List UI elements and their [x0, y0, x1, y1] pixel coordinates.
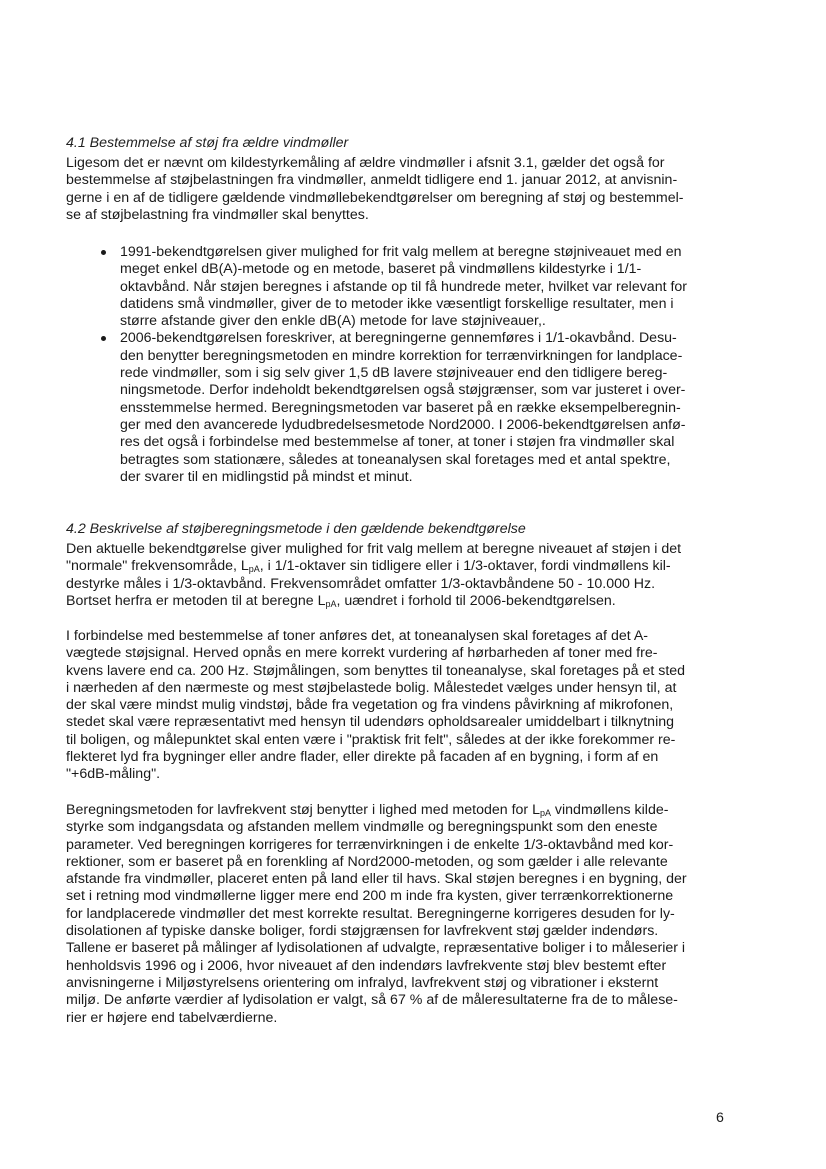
- text-line: Tallene er baseret på målinger af lydisolationen af udvalgte, repræsentative boliger i to måleserier i: [66, 940, 686, 957]
- section-4-1-paragraph: [66, 155, 746, 224]
- text-line: se af støjbelastning fra vindmøller skal benyttes.: [66, 206, 369, 223]
- text-line: meget enkel dB(A)-metode og en metode, baseret på vindmøllens kildestyrke i 1/1-: [120, 261, 642, 278]
- text-line: vægtede støjsignal. Herved opnås en mere korrekt vurdering af hørbarheden af toner med fre-: [66, 645, 658, 662]
- text-line: [66, 558, 746, 575]
- text-line: flekteret lyd fra bygninger eller andre flader, eller direkte på facaden af en bygning, i form af en: [66, 749, 659, 766]
- text-segment: vindmøllens kilde-: [550, 802, 669, 818]
- text-line: "+6dB-måling".: [66, 766, 161, 783]
- text-line: afstande fra vindmøller, placeret enten på land eller til havs. Skal støjen beregnes i en bygning, der: [66, 871, 687, 888]
- text-line: miljø. De anførte værdier af lydisolation er valgt, så 67 % af de måleresultaterne fra de to målese-: [66, 992, 678, 1009]
- bullet-item-2006: [66, 330, 746, 486]
- subscript: pA: [539, 808, 551, 818]
- text-line: oktavbånd. Når støjen beregnes i afstande op til få hundrede meter, hvilket var relevant for: [120, 278, 688, 295]
- text-segment: , uændret i forhold til 2006-bekendtgørelsen.: [336, 592, 616, 609]
- subscript: pA: [248, 564, 260, 575]
- text-line: anvisningerne i Miljøstyrelsens orientering om infralyd, lavfrekvent støj og vibrationer i eksternt: [66, 974, 659, 991]
- text-segment: Bortset herfra er metoden til at beregne L: [66, 592, 326, 609]
- text-line: ensstemmelse hermed. Beregningsmetoden var baseret på en række eksempelberegnin-: [120, 399, 681, 416]
- text-line: kvens lavere end ca. 200 Hz. Støjmålingen, som benyttes til toneanalyse, skal foretages på et sted: [66, 662, 686, 679]
- text-line: Ligesom det er nævnt om kildestyrkemåling af ældre vindmøller i afsnit 3.1, gælder det også for: [66, 155, 665, 171]
- text-line: rier er højere end tabelværdierne.: [66, 1009, 278, 1026]
- bullet-dot: [101, 250, 106, 255]
- text-line: disolationen af typiske danske boliger, fordi støjgrænsen for lavfrekvent støj gælder indendørs.: [66, 923, 659, 940]
- text-line: I forbindelse med bestemmelse af toner anføres det, at toneanalysen skal foretages af det A-: [66, 628, 649, 644]
- bullet-list: [66, 244, 746, 486]
- section-heading-4-1: 4.1 Bestemmelse af støj fra ældre vindmøller: [66, 135, 349, 151]
- text-line: bestemmelse af støjbelastningen fra vindmøller, anmeldt tidligere end 1. januar 2012, at anvisnin-: [66, 172, 678, 189]
- text-segment: , i 1/1-oktaver sin tidligere eller i 1/3-oktaver, fordi vindmøllens kil-: [259, 558, 671, 575]
- text-line: destyrke måles i 1/3-oktavbånd. Frekvensområdet omfatter 1/3-oktavbåndene 50 - 10.000 Hz.: [66, 575, 656, 592]
- text-line: henholdsvis 1996 og i 2006, hvor niveauet af den indendørs lavfrekvente støj blev bestemt efter: [66, 957, 667, 974]
- text-line: set i retning mod vindmøllerne ligger mere end 200 m inde fra kysten, giver terrænkorrektionerne: [66, 888, 674, 905]
- text-line: Den aktuelle bekendtgørelse giver mulighed for frit valg mellem at beregne niveauet af støjen i det: [66, 541, 682, 557]
- subscript: pA: [325, 598, 337, 609]
- text-line: parameter. Ved beregningen korrigeres for terrænvirkningen i de enkelte 1/3-oktavbånd med kor-: [66, 836, 674, 853]
- text-line: rektioner, som er baseret på en forenkling af Nord2000-metoden, og som gælder i alle relevante: [66, 853, 668, 870]
- section-4-2-paragraph-2: [66, 628, 746, 784]
- text-line: i nærheden af den nærmeste og mest støjbelastede bolig. Målestedet vælges under hensyn til, at: [66, 679, 677, 696]
- text-segment: "normale" frekvensområde, L: [66, 558, 249, 575]
- page-number: 6: [716, 1110, 724, 1126]
- text-line: større afstande giver den enkle dB(A) metode for lave støjniveauer,.: [120, 313, 546, 330]
- text-line: gerne i en af de tidligere gældende vindmøllebekendtgørelser om beregning af støj og bestemmel-: [66, 189, 684, 206]
- text-line: res det også i forbindelse med bestemmelse af toner, at toner i støjen fra vindmøller skal: [120, 434, 675, 451]
- text-line: der skal være mindst mulig vindstøj, både fra vegetation og fra vindens påvirkning af mikrofonen,: [66, 697, 674, 714]
- text-line: [66, 802, 746, 819]
- text-line: til boligen, og målepunktet skal enten være i "praktisk frit felt", således at der ikke forekommer re-: [66, 731, 676, 748]
- section-4-1: [66, 134, 746, 152]
- text-line: for landplacerede vindmøller det mest korrekte resultat. Beregningerne korrigeres desuden for ly-: [66, 905, 675, 922]
- text-line: styrke som indgangsdata og afstanden mellem vindmølle og beregningspunkt som den eneste: [66, 819, 658, 836]
- text-line: datidens små vindmøller, giver de to metoder ikke væsentligt forskellige resultater, men i: [120, 295, 674, 312]
- text-line: betragtes som stationære, således at toneanalysen skal foretages med et antal spektre,: [120, 451, 671, 468]
- text-line: rede vindmøller, som i sig selv giver 1,5 dB lavere støjniveauer end den tidligere bereg-: [120, 365, 668, 382]
- bullet-dot: [101, 336, 106, 341]
- text-segment: Beregningsmetoden for lavfrekvent støj benytter i lighed med metoden for L: [66, 802, 540, 818]
- text-line: [66, 593, 746, 610]
- text-line: stedet skal være repræsentativt med hensyn til udendørs opholdsarealer umiddelbart i tilknytning: [66, 714, 675, 731]
- section-4-2-paragraph-1: [66, 541, 746, 610]
- section-4-2: [66, 520, 746, 538]
- text-line: den benytter beregningsmetoden en mindre korrektion for terrænvirkningen for landplace-: [120, 347, 683, 364]
- section-heading-4-2: 4.2 Beskrivelse af støjberegningsmetode i den gældende bekendtgørelse: [66, 521, 526, 537]
- text-line: der svarer til en midlingstid på mindst et minut.: [120, 468, 413, 485]
- text-line: ger med den avancerede lydudbredelsesmetode Nord2000. I 2006-bekendtgørelsen anfø-: [120, 416, 686, 433]
- text-line: 2006-bekendtgørelsen foreskriver, at beregningerne gennemføres i 1/1-okavbånd. Desu-: [120, 330, 677, 347]
- section-4-2-paragraph-3: [66, 802, 746, 1027]
- bullet-item-1991: [66, 244, 746, 330]
- text-line: ningsmetode. Derfor indeholdt bekendtgørelsen også støjgrænser, som var justeret i over-: [120, 382, 686, 399]
- text-line: 1991-bekendtgørelsen giver mulighed for frit valg mellem at beregne støjniveauet med en: [120, 244, 682, 260]
